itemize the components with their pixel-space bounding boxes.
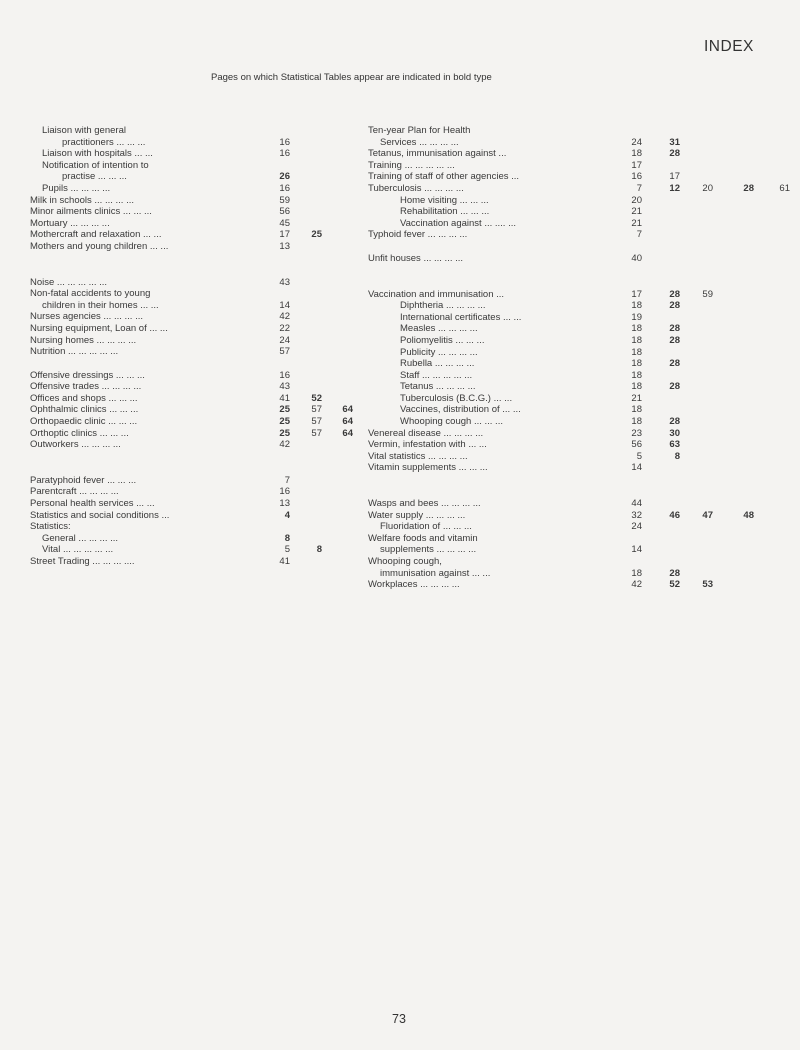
- page-reference: 16: [279, 486, 290, 498]
- index-entry-label: Whooping cough ... ... ...: [400, 416, 503, 428]
- index-entry: [30, 288, 370, 300]
- index-entry: [368, 556, 800, 568]
- index-entry-label: Poliomyelitis ... ... ...: [400, 334, 485, 346]
- page-reference: 24: [631, 521, 642, 533]
- index-entry-label: Notification of intention to: [42, 159, 149, 171]
- index-entry: [368, 416, 800, 428]
- index-entry: [30, 510, 370, 522]
- index-entry: [30, 160, 370, 172]
- index-entry: [368, 265, 800, 301]
- page-reference: 28: [669, 148, 680, 160]
- page-reference: 17: [631, 159, 642, 171]
- index-entry-label: Diphtheria ... ... ... ...: [400, 300, 486, 312]
- index-entry-label: Nursing homes ... ... ... ...: [30, 334, 137, 346]
- index-entry-label: Home visiting ... ... ...: [400, 194, 489, 206]
- page-reference: 13: [279, 240, 290, 252]
- index-entry: [368, 323, 800, 335]
- page-reference: 18: [631, 369, 642, 381]
- page-reference: 18: [631, 148, 642, 160]
- index-entry-label: Ten-year Plan for Health: [368, 125, 471, 136]
- page-reference: 14: [279, 299, 290, 311]
- index-entry-label: Mortuary ... ... ... ...: [30, 217, 110, 229]
- page-reference: 52: [311, 392, 322, 404]
- page-reference: 14: [631, 462, 642, 474]
- index-entry: [30, 393, 370, 405]
- index-entry-label: children in their homes ... ...: [42, 299, 159, 311]
- page-reference: 28: [669, 323, 680, 335]
- page-reference: 41: [279, 556, 290, 567]
- index-entry: [368, 358, 800, 370]
- page-reference: 21: [631, 206, 642, 218]
- index-entry: [30, 125, 370, 137]
- page-reference: 18: [631, 300, 642, 312]
- index-entry-label: practise ... ... ...: [62, 171, 127, 183]
- page-reference: 41: [279, 392, 290, 404]
- index-entry: [30, 335, 370, 347]
- page-reference: 17: [631, 288, 642, 300]
- page-reference: 28: [743, 182, 754, 194]
- page-reference: 25: [279, 416, 290, 428]
- index-entry: [368, 381, 800, 393]
- page-reference: 28: [669, 334, 680, 346]
- page-reference: 28: [669, 288, 680, 300]
- index-entry: [368, 428, 800, 440]
- page-reference: 18: [631, 358, 642, 370]
- page-reference: 12: [669, 182, 680, 194]
- index-entry: [30, 346, 370, 358]
- index-entry: [30, 498, 370, 510]
- page-reference: 28: [669, 300, 680, 312]
- page-reference: 59: [279, 194, 290, 206]
- index-entry-label: General ... ... ... ...: [42, 532, 119, 544]
- index-entry: [368, 462, 800, 474]
- index-entry: [368, 393, 800, 405]
- page-reference: 7: [284, 474, 290, 486]
- index-entry: [368, 510, 800, 522]
- index-entry: [30, 241, 370, 253]
- index-entry-label: Unfit houses ... ... ... ...: [368, 252, 464, 264]
- page-reference: 30: [669, 427, 680, 439]
- page-number: 73: [392, 1012, 406, 1026]
- index-entry: [30, 556, 370, 568]
- index-entry-label: Outworkers ... ... ... ...: [30, 439, 121, 451]
- index-entry-label: Statistics:: [30, 521, 71, 533]
- page-reference: 31: [669, 136, 680, 148]
- page-reference: 42: [279, 311, 290, 323]
- index-entry-label: Nurses agencies ... ... ... ...: [30, 311, 143, 323]
- page-reference: 28: [669, 567, 680, 579]
- page-reference: 52: [669, 579, 680, 591]
- index-entry: [30, 381, 370, 393]
- page-reference: 64: [342, 416, 353, 428]
- index-entry: [368, 439, 800, 451]
- index-entry: [368, 533, 800, 545]
- index-entry-label: Staff ... ... ... ... ...: [400, 369, 473, 381]
- index-entry-label: Services ... ... ... ...: [380, 136, 459, 148]
- page-reference: 40: [631, 252, 642, 264]
- index-entry: [30, 358, 370, 382]
- index-entry-label: Offices and shops ... ... ...: [30, 392, 138, 404]
- index-entry-label: Wasps and bees ... ... ... ...: [368, 498, 481, 510]
- index-entry: [30, 323, 370, 335]
- page-reference: 42: [279, 439, 290, 451]
- page-reference: 56: [631, 439, 642, 451]
- index-entry-label: practitioners ... ... ...: [62, 136, 146, 148]
- index-entry: [30, 533, 370, 545]
- index-entry-label: Orthopaedic clinic ... ... ...: [30, 416, 138, 428]
- index-entry: [368, 404, 800, 416]
- page-reference: 18: [631, 404, 642, 416]
- page-reference: 17: [669, 171, 680, 183]
- page-reference: 18: [631, 346, 642, 358]
- index-entry: [30, 439, 370, 451]
- index-entry: [368, 300, 800, 312]
- index-entry: [368, 579, 800, 591]
- index-entry: [368, 206, 800, 218]
- index-entry-label: Vital ... ... ... ... ...: [42, 544, 114, 556]
- page-reference: 57: [311, 416, 322, 428]
- index-title: INDEX: [704, 38, 754, 55]
- page-reference: 61: [779, 182, 790, 194]
- page-reference: 57: [279, 346, 290, 358]
- page-reference: 46: [669, 509, 680, 521]
- index-entry: [30, 521, 370, 533]
- index-entry-label: supplements ... ... ... ...: [380, 544, 477, 556]
- page-reference: 63: [669, 439, 680, 451]
- index-entry: [368, 160, 800, 172]
- index-entry-label: Offensive dressings ... ... ...: [30, 369, 145, 381]
- index-entry: [368, 544, 800, 556]
- page-reference: 18: [631, 416, 642, 428]
- page-reference: 20: [631, 194, 642, 206]
- index-entry: [368, 521, 800, 533]
- page-reference: 22: [279, 322, 290, 334]
- page-reference: 45: [279, 217, 290, 229]
- page-reference: 59: [702, 288, 713, 300]
- index-entry: [30, 206, 370, 218]
- page-reference: 8: [316, 544, 322, 556]
- index-entry-label: Mothercraft and relaxation ... ...: [30, 229, 162, 241]
- page-reference: 42: [631, 579, 642, 591]
- index-entry-label: Ophthalmic clinics ... ... ...: [30, 404, 139, 416]
- index-entry: [30, 253, 370, 289]
- page-reference: 17: [279, 229, 290, 241]
- page-reference: 43: [279, 381, 290, 393]
- page-reference: 24: [279, 334, 290, 346]
- page-reference: 4: [284, 509, 290, 521]
- page-reference: 25: [279, 404, 290, 416]
- page-reference: 13: [279, 498, 290, 510]
- page-reference: 5: [636, 450, 642, 462]
- index-entry-label: Tetanus, immunisation against ...: [368, 148, 507, 160]
- page-reference: 53: [702, 579, 713, 591]
- index-entry: [30, 416, 370, 428]
- page-reference: 64: [342, 404, 353, 416]
- index-entry: [30, 148, 370, 160]
- index-entry-label: Rubella ... ... ... ...: [400, 358, 475, 370]
- page-reference: 18: [631, 323, 642, 335]
- index-entry: [30, 311, 370, 323]
- index-entry-label: immunisation against ... ...: [380, 567, 491, 579]
- index-entry-label: Measles ... ... ... ...: [400, 323, 478, 335]
- page-reference: 8: [674, 450, 680, 462]
- index-entry-label: Mothers and young children ... ...: [30, 240, 169, 252]
- index-entry-label: Venereal disease ... ... ... ...: [368, 427, 484, 439]
- page-reference: 5: [284, 544, 290, 556]
- index-entry-label: Vaccination against ... .... ...: [400, 217, 516, 229]
- index-entry-label: Vital statistics ... ... ... ...: [368, 450, 468, 462]
- page-reference: 23: [631, 427, 642, 439]
- index-column-right: [368, 125, 800, 591]
- index-entry: [30, 404, 370, 416]
- index-entry-label: Minor ailments clinics ... ... ...: [30, 206, 152, 218]
- page-reference: 7: [636, 229, 642, 241]
- page-reference: 16: [279, 136, 290, 148]
- index-entry: [30, 183, 370, 195]
- page-reference: 18: [631, 334, 642, 346]
- index-entry: [30, 229, 370, 241]
- page-reference: 57: [311, 404, 322, 416]
- index-entry-label: Welfare foods and vitamin: [368, 532, 478, 544]
- index-entry-label: Orthoptic clinics ... ... ...: [30, 427, 129, 439]
- page-reference: 32: [631, 509, 642, 521]
- page-reference: 56: [279, 206, 290, 218]
- index-entry: [30, 137, 370, 149]
- index-entry-label: Nursing equipment, Loan of ... ...: [30, 322, 168, 334]
- page-reference: 28: [669, 358, 680, 370]
- index-entry-label: Training ... ... ... ... ...: [368, 159, 455, 171]
- index-entry: [368, 183, 800, 195]
- index-entry-label: Liaison with general: [42, 125, 126, 136]
- page-reference: 25: [311, 229, 322, 241]
- index-entry-label: Offensive trades ... ... ... ...: [30, 381, 142, 393]
- index-entry-label: Personal health services ... ...: [30, 498, 155, 510]
- index-entry-label: Publicity ... ... ... ...: [400, 346, 478, 358]
- page-reference: 25: [279, 427, 290, 439]
- index-entry: [30, 218, 370, 230]
- index-entry-label: Paratyphoid fever ... ... ...: [30, 474, 137, 486]
- index-entry: [368, 148, 800, 160]
- index-entry-label: Tuberculosis (B.C.G.) ... ...: [400, 392, 513, 404]
- index-entry: [368, 568, 800, 580]
- page-reference: 16: [279, 369, 290, 381]
- page-reference: 19: [631, 311, 642, 323]
- page-reference: 64: [342, 427, 353, 439]
- page-reference: 18: [631, 381, 642, 393]
- index-entry-label: Workplaces ... ... ... ...: [368, 579, 460, 591]
- index-entry-label: Street Trading ... ... ... ....: [30, 556, 135, 567]
- page-reference: 18: [631, 567, 642, 579]
- page-reference: 24: [631, 136, 642, 148]
- page-reference: 44: [631, 498, 642, 510]
- index-entry-label: Noise ... ... ... ... ...: [30, 276, 108, 288]
- page-reference: 47: [702, 509, 713, 521]
- index-entry: [30, 195, 370, 207]
- page-reference: 8: [284, 532, 290, 544]
- index-subtitle: Pages on which Statistical Tables appear are indicated in bold type: [211, 72, 492, 83]
- index-entry-label: Statistics and social conditions ...: [30, 509, 170, 521]
- page-reference: 48: [743, 509, 754, 521]
- index-entry: [368, 171, 800, 183]
- page-reference: 57: [311, 427, 322, 439]
- index-entry-label: Fluoridation of ... ... ...: [380, 521, 472, 533]
- index-entry-label: Tuberculosis ... ... ... ...: [368, 182, 464, 194]
- page-reference: 26: [279, 171, 290, 183]
- page-reference: 16: [279, 182, 290, 194]
- index-entry: [30, 171, 370, 183]
- index-entry-label: Training of staff of other agencies ...: [368, 171, 520, 183]
- index-entry-label: Vaccination and immunisation ...: [368, 288, 505, 300]
- index-entry-label: Vermin, infestation with ... ...: [368, 439, 487, 451]
- index-entry: [30, 428, 370, 440]
- index-entry-label: International certificates ... ...: [400, 311, 522, 323]
- page-reference: 21: [631, 217, 642, 229]
- index-entry: [30, 544, 370, 556]
- page-reference: 20: [702, 182, 713, 194]
- index-entry-label: Vaccines, distribution of ... ...: [400, 404, 521, 416]
- page-reference: 7: [636, 182, 642, 194]
- index-entry-label: Liaison with hospitals ... ...: [42, 148, 153, 160]
- page-reference: 28: [669, 381, 680, 393]
- index-entry: [368, 229, 800, 241]
- index-entry: [368, 195, 800, 207]
- page-reference: 14: [631, 544, 642, 556]
- index-entry: [368, 137, 800, 149]
- index-entry: [368, 218, 800, 230]
- index-entry: [368, 451, 800, 463]
- index-entry: [368, 312, 800, 324]
- index-entry: [30, 486, 370, 498]
- index-entry: [368, 474, 800, 510]
- page-reference: 16: [631, 171, 642, 183]
- index-entry-label: Water supply ... ... ... ...: [368, 509, 466, 521]
- index-entry: [30, 300, 370, 312]
- index-entry: [368, 125, 800, 137]
- index-entry: [368, 241, 800, 265]
- index-entry-label: Tetanus ... ... ... ...: [400, 381, 476, 393]
- index-entry: [368, 370, 800, 382]
- index-entry: [368, 347, 800, 359]
- page-reference: 28: [669, 416, 680, 428]
- index-entry: [30, 451, 370, 487]
- index-column-left: [30, 125, 370, 568]
- index-entry-label: Typhoid fever ... ... ... ...: [368, 229, 468, 241]
- index-entry-label: Non-fatal accidents to young: [30, 288, 151, 300]
- index-entry-label: Rehabilitation ... ... ...: [400, 206, 490, 218]
- page-reference: 21: [631, 392, 642, 404]
- index-entry-label: Milk in schools ... ... ... ...: [30, 194, 134, 206]
- index-entry-label: Pupils ... ... ... ...: [42, 182, 111, 194]
- index-entry-label: Parentcraft ... ... ... ...: [30, 486, 119, 498]
- index-entry: [368, 335, 800, 347]
- index-entry-label: Nutrition ... ... ... ... ...: [30, 346, 119, 358]
- page-reference: 43: [279, 276, 290, 288]
- index-entry-label: Vitamin supplements ... ... ...: [368, 462, 488, 474]
- page-reference: 16: [279, 148, 290, 160]
- index-entry-label: Whooping cough,: [368, 556, 442, 567]
